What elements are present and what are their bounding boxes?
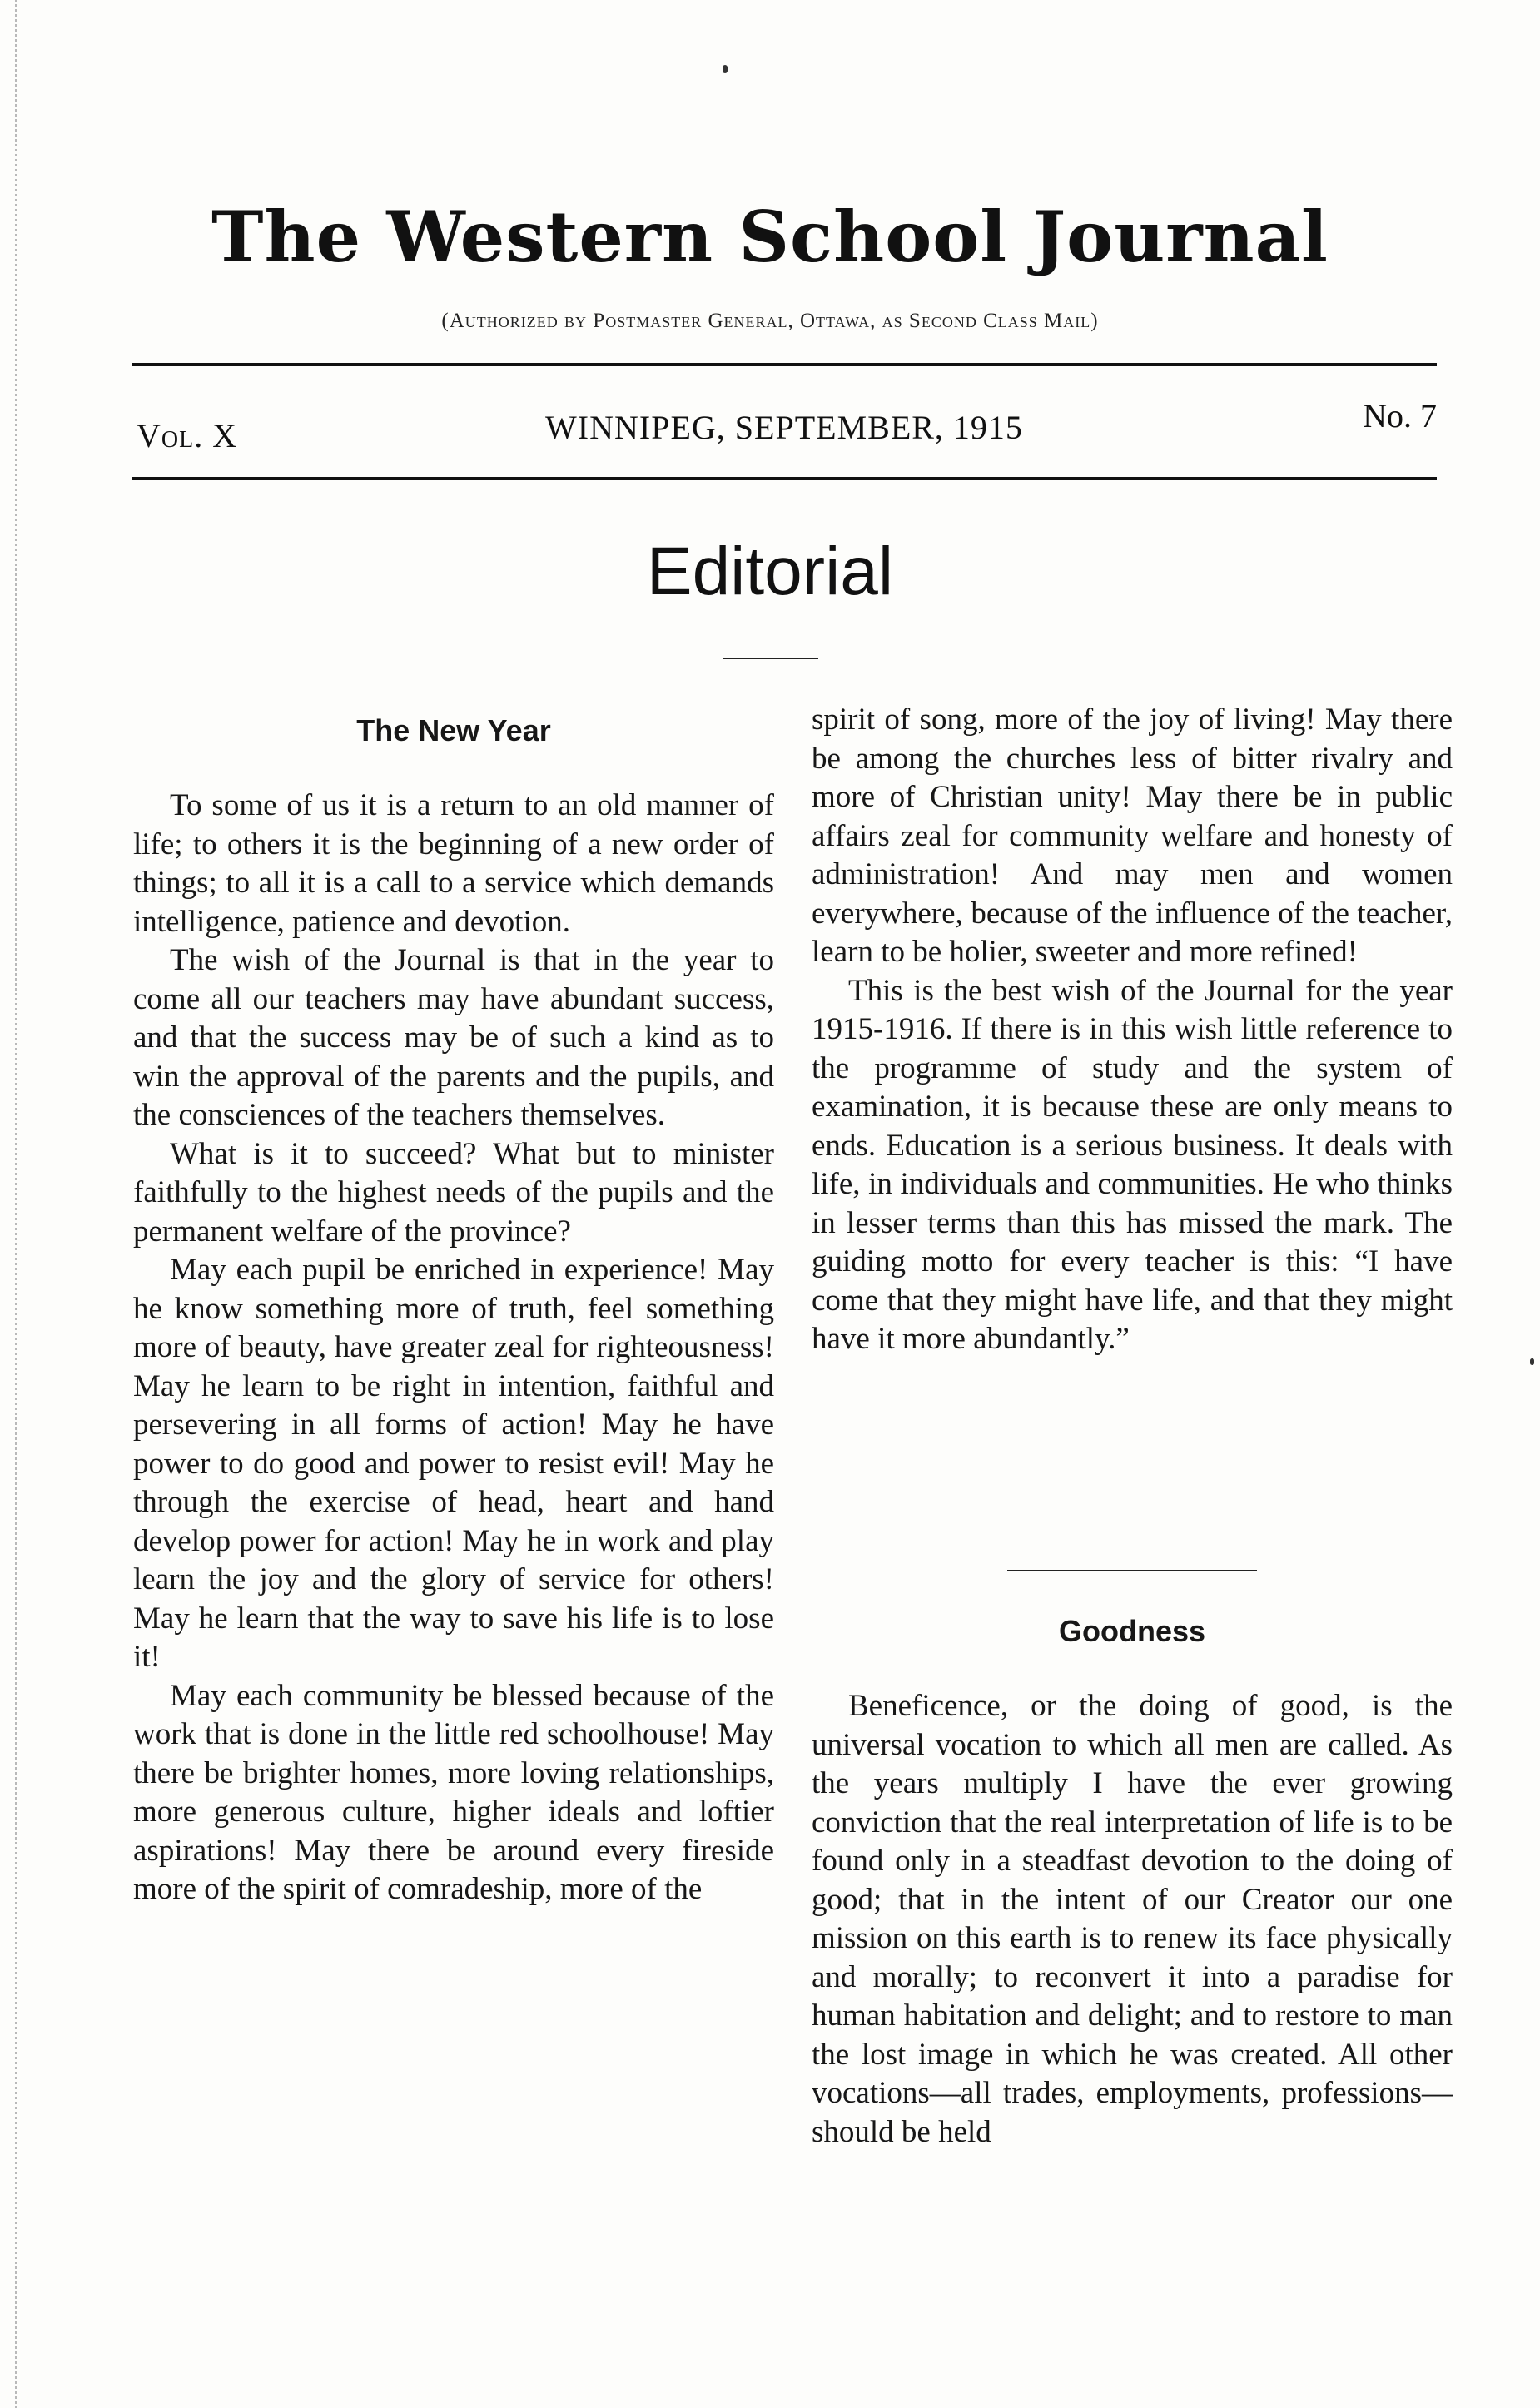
article-paragraph: To some of us it is a return to an old manner of life; to others it is the beginning of a new order of things; to all it is a call to a service which demands intelligence, patience and devotion. [133,788,774,939]
print-speck [1530,1358,1534,1365]
section-title: Editorial [646,534,894,609]
article-paragraph-continued: spirit of song, more of the joy of living! May there be among the churches less of bitter rivalry and more of Christian unity! May there be in public affairs zeal for community welfare and honesty of administration! And may men and women everywhere, because of the influence of the teacher, learn to be holier, sweeter and more refined! [812,703,1453,969]
place-date: WINNIPEG, SEPTEMBER, 1915 [545,409,1023,446]
article-column-left [133,712,774,1909]
article-paragraph: May each pupil be enriched in experience! May he know something more of truth, feel something more of beauty, have greater zeal for righteousness! May he learn to be right in intention, faithful and persevering in all forms of action! May he have power to do good and power to resist evil! May he through the exercise of head, heart and hand develop power for action! May he in work and play learn the joy and the glory of service for others! May he learn that the way to save his life is to lose it! [133,1253,774,1674]
issue-number: No. 7 [1363,397,1437,434]
article-paragraph: May each community be blessed because of the work that is done in the little red schoolhouse! May there be brighter homes, more loving relationships, more generous culture, higher ideals and loftier aspirations! May there be around every fireside more of the spirit of comradeship, more of the [133,1678,774,1906]
title-divider [723,658,818,659]
article-paragraph: This is the best wish of the Journal for the year 1915-1916. If there is in this wish little reference to the programme of study and the system of examination, it is because these are only means to ends. Education is a serious business. It deals with life, in individuals and communities. He who thinks in lesser terms than this has missed the mark. The guiding motto for every teacher is this: “I have come that they might have life, and that they might have it more abundantly.” [812,973,1453,1356]
header-rule-bottom [132,477,1437,480]
header-rule-top [132,363,1437,366]
article-heading: Goodness [1058,1614,1206,1648]
article-column-right [812,701,1453,1359]
article-paragraph: Beneficence, or the doing of good, is the universal vocation to which all men are called. As the years multiply I have the ever growing conviction that the real interpretation of life is to be found only in a steadfast devotion to the doing of good; that in the intent of our Creator our one mission on this earth is to renew its face physically and morally; to reconvert it into a paradise for human habitation and delight; and to restore to man the lost image in which he was created. All other vocations—all trades, employments, professions—should be held [812,1689,1453,2149]
volume-label: Vol. X [137,417,238,454]
print-speck [723,65,728,73]
article-goodness [812,1612,1453,2152]
article-paragraph: What is it to succeed? What but to minister faithfully to the highest needs of the pupils and the permanent welfare of the province? [133,1136,774,1249]
article-paragraph: The wish of the Journal is that in the year to come all our teachers may have abundant success, and that the success may be of such a kind as to win the approval of the parents and the pupils, and the consciences of the teachers themselves. [133,943,774,1132]
issue-line [132,397,1437,458]
page-edge-marks [15,0,17,2408]
mailing-authorization: (Authorized by Postmaster General, Ottawa, as Second Class Mail) [441,310,1099,332]
article-divider [1007,1570,1257,1571]
article-heading: The New Year [356,713,551,747]
journal-title: The Western School Journal [211,196,1329,278]
